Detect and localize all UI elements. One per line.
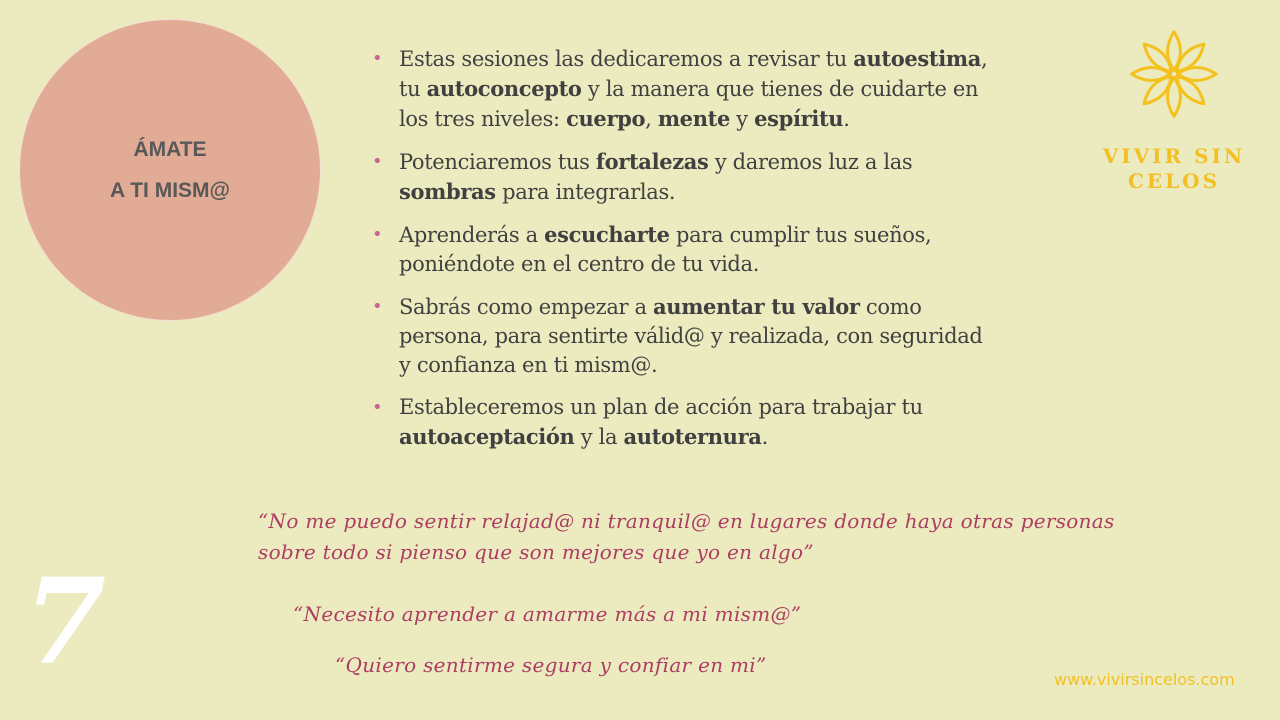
bullet-text: Estas sesiones las dedicaremos a revisar tu [399, 47, 854, 71]
lotus-flower-icon [1126, 26, 1222, 122]
bullet-text: , [981, 47, 988, 71]
bullet-text: para cumplir tus sueños, [669, 223, 932, 247]
bullet-line [399, 250, 1052, 279]
quote-2: “Necesito aprender a amarme más a mi mism@” [293, 602, 802, 626]
bullet-text: tu [399, 77, 427, 101]
bullet-bold-text: aumentar tu valor [653, 294, 860, 319]
bullet-text: Estableceremos un plan de acción para trabajar tu [399, 395, 923, 419]
title-circle [19, 19, 321, 321]
bullet-bold-text: sombras [399, 179, 496, 204]
bullet-line [399, 147, 1052, 177]
quote-1-line2: sobre todo si pienso que son mejores que yo en algo” [258, 540, 814, 564]
bullet-bold-text: autoternura [623, 424, 762, 449]
bullet-bold-text: fortalezas [595, 149, 709, 174]
bullet-text: . [843, 107, 850, 131]
bullet-bold-text: autoconcepto [426, 76, 582, 101]
bullet-line [399, 104, 1052, 134]
bullet-list [372, 44, 1052, 465]
bullet-line [399, 74, 1052, 104]
bullet-text: persona, para sentirte válid@ y realizada, con seguridad [399, 324, 983, 348]
bullet-bold-text: escucharte [544, 222, 670, 247]
bullet-text: , [645, 107, 658, 131]
bullet-item [372, 220, 1052, 279]
bullet-line [399, 322, 1052, 351]
brand-name-line1: VIVIR SIN [1102, 144, 1246, 168]
bullet-line [399, 422, 1052, 452]
bullet-bold-text: espíritu [754, 106, 844, 131]
quote-3: “Quiero sentirme segura y confiar en mi” [335, 653, 767, 677]
bullet-text: como [859, 295, 922, 319]
brand-name-line2: CELOS [1127, 169, 1221, 193]
bullet-bold-text: cuerpo [566, 106, 646, 131]
bullet-item [372, 292, 1052, 380]
slide-number: 7 [24, 552, 107, 691]
bullet-text: poniéndote en el centro de tu vida. [399, 252, 760, 276]
bullet-text: Aprenderás a [399, 223, 545, 247]
bullet-text: los tres niveles: [399, 107, 567, 131]
bullet-line [399, 292, 1052, 322]
bullet-dot-icon: • [372, 48, 383, 69]
bullet-bold-text: autoaceptación [399, 424, 575, 449]
bullet-text: Potenciaremos tus [399, 150, 596, 174]
bullet-line [399, 177, 1052, 207]
circle-title-line1: ÁMATE [133, 138, 207, 161]
quote-1-line1: “No me puedo sentir relajad@ ni tranquil@ en lugares donde haya otras personas [258, 509, 1115, 533]
bullet-text: y [729, 107, 755, 131]
bullet-line [399, 393, 1052, 422]
bullet-bold-text: mente [657, 106, 730, 131]
bullet-item [372, 393, 1052, 452]
bullet-item [372, 147, 1052, 207]
bullet-text: y la manera que tienes de cuidarte en [581, 77, 979, 101]
circle-title-line2: A TI MISM@ [109, 179, 231, 202]
bullet-text: . [761, 425, 768, 449]
bullet-line [399, 44, 1052, 74]
bullet-text: para integrarlas. [495, 180, 676, 204]
bullet-text: y la [574, 425, 624, 449]
bullet-bold-text: autoestima [853, 46, 982, 71]
bullet-line [399, 220, 1052, 250]
bullet-text: y daremos luz a las [708, 150, 913, 174]
bullet-item [372, 44, 1052, 134]
bullet-dot-icon: • [372, 151, 383, 172]
bullet-dot-icon: • [372, 397, 383, 418]
bullet-dot-icon: • [372, 296, 383, 317]
bullet-line [399, 351, 1052, 380]
bullet-text: Sabrás como empezar a [399, 295, 654, 319]
website-link[interactable]: www.vivirsincelos.com [1054, 670, 1235, 689]
bullet-dot-icon: • [372, 224, 383, 245]
bullet-text: y confianza en ti mism@. [399, 353, 658, 377]
